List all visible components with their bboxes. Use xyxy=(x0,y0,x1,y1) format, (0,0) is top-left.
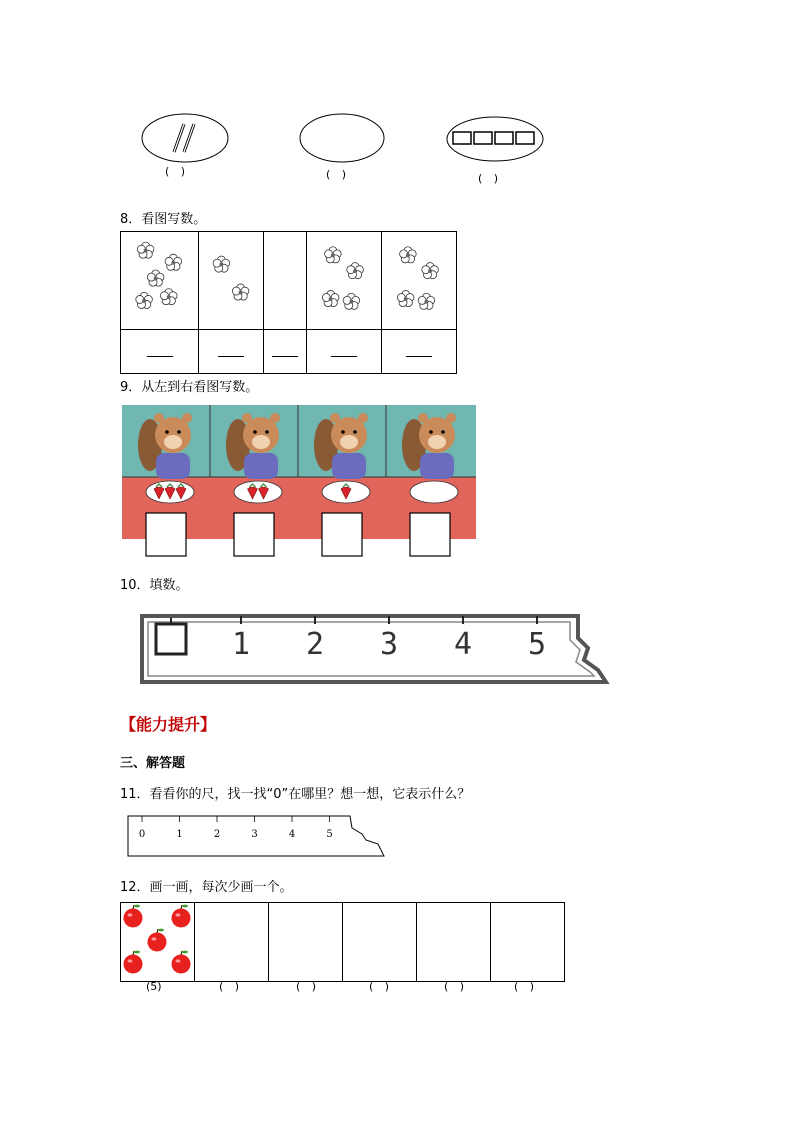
erasers-icon xyxy=(453,132,534,144)
q12-label-4: ( ) xyxy=(369,980,394,993)
q12-label-2: ( ) xyxy=(219,980,244,993)
q8-flower-cell-3 xyxy=(264,232,307,330)
q10-prompt: 10．填数。 xyxy=(120,578,189,593)
paren-1: ( ) xyxy=(165,165,190,178)
paren-3: ( ) xyxy=(478,172,503,185)
q12-apple-cell xyxy=(121,903,195,982)
q8-flower-cell-4 xyxy=(307,232,382,330)
apple-icon xyxy=(124,905,143,928)
q8-flower-cell-5 xyxy=(382,232,457,330)
flower-icon xyxy=(397,290,414,306)
squirrel-icon xyxy=(138,413,192,479)
q10-ruler-number: 4 xyxy=(453,627,473,662)
flower-icon xyxy=(343,293,360,309)
q8-answer-3[interactable] xyxy=(264,330,307,374)
q10-ruler-number: 2 xyxy=(305,627,325,662)
q12-label-1: (5) xyxy=(146,980,162,993)
paren-2: ( ) xyxy=(326,168,351,181)
q12-prompt: 12．画一画，每次少画一个。 xyxy=(120,880,293,895)
apple-icon xyxy=(124,951,143,974)
q11-ruler-number: 3 xyxy=(251,829,258,840)
flower-icon xyxy=(325,247,342,263)
q12-table xyxy=(120,902,565,982)
q10-ruler-number: 1 xyxy=(231,627,251,662)
q8-prompt: 8．看图写数。 xyxy=(120,212,207,227)
flower-icon xyxy=(400,247,417,263)
flower-icon xyxy=(147,270,164,286)
flower-icon xyxy=(418,293,435,309)
flower-icon xyxy=(213,256,230,272)
q11-ruler-number: 4 xyxy=(288,829,296,840)
q8-answer-2[interactable] xyxy=(199,330,264,374)
q11-ruler-number: 1 xyxy=(176,829,183,840)
q12-draw-cell-4[interactable] xyxy=(417,903,491,982)
q8-answer-5[interactable] xyxy=(382,330,457,374)
plate-icon xyxy=(410,481,458,503)
q12-draw-cell-2[interactable] xyxy=(269,903,343,982)
squirrel-icon xyxy=(402,413,456,479)
q10-answer-box[interactable] xyxy=(156,624,186,654)
q8-answer-4[interactable] xyxy=(307,330,382,374)
q11-ruler xyxy=(126,814,391,862)
erasers-oval xyxy=(445,115,545,163)
q10-ruler-number: 5 xyxy=(527,627,547,662)
q8-table xyxy=(120,231,457,374)
flower-icon xyxy=(136,292,153,308)
q9-answer-box[interactable] xyxy=(234,513,274,556)
apple-icon xyxy=(172,905,191,928)
apple-icon xyxy=(172,951,191,974)
flower-icon xyxy=(422,263,439,279)
q9-answer-box[interactable] xyxy=(410,513,450,556)
q11-ruler-number: 5 xyxy=(326,829,333,840)
q9-prompt: 9．从左到右看图写数。 xyxy=(120,380,259,395)
q12-label-5: ( ) xyxy=(444,980,469,993)
q9-picture xyxy=(122,405,476,560)
q12-draw-cell-1[interactable] xyxy=(195,903,269,982)
squirrel-icon xyxy=(314,413,368,479)
q9-answer-box[interactable] xyxy=(146,513,186,556)
flower-icon xyxy=(165,254,182,270)
pencils-icon xyxy=(174,124,194,152)
q11-ruler-number: 0 xyxy=(138,829,146,840)
plate-icon xyxy=(234,481,282,503)
flower-icon xyxy=(347,263,364,279)
section-subtitle: 三、解答题 xyxy=(120,756,186,771)
empty-oval-icon xyxy=(298,112,386,164)
q8-flower-cell-1 xyxy=(121,232,199,330)
flower-icon xyxy=(232,284,249,300)
q12-draw-cell-3[interactable] xyxy=(343,903,417,982)
q12-draw-cell-5[interactable] xyxy=(491,903,565,982)
squirrel-icon xyxy=(226,413,280,479)
pencils-oval xyxy=(140,112,230,164)
q12-label-3: ( ) xyxy=(296,980,321,993)
flower-icon xyxy=(160,289,177,305)
q10-ruler xyxy=(138,610,613,690)
q12-label-6: ( ) xyxy=(514,980,539,993)
q10-ruler-number: 3 xyxy=(379,627,399,662)
flower-icon xyxy=(137,242,154,258)
flower-icon xyxy=(322,290,339,306)
q11-prompt: 11．看看你的尺，找一找“0”在哪里？想一想，它表示什么？ xyxy=(120,787,471,802)
q8-answer-1[interactable] xyxy=(121,330,199,374)
q8-flower-cell-2 xyxy=(199,232,264,330)
q9-answer-box[interactable] xyxy=(322,513,362,556)
q11-ruler-number: 2 xyxy=(213,829,221,840)
section-title: 【能力提升】 xyxy=(120,715,217,734)
apple-icon xyxy=(148,929,167,952)
